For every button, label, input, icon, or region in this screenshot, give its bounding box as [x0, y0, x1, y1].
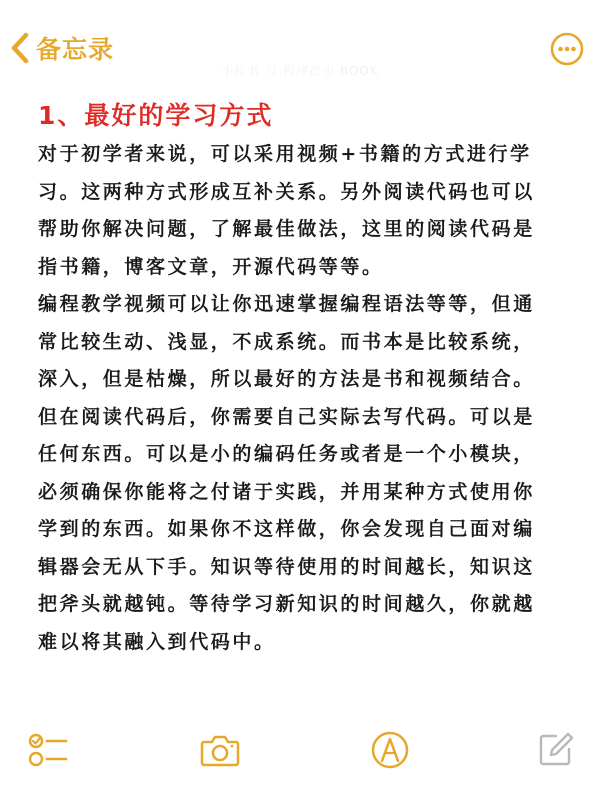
note-line-7: 深入，但是枯燥，所以最好的方法是书和视频结合。	[38, 368, 535, 390]
note-line-8: 但在阅读代码后，你需要自己实际去写代码。可以是	[38, 405, 535, 428]
note-line-10: 必须确保你能将之付诸于实践，并用某种方式使用你	[38, 480, 535, 503]
checklist-button[interactable]	[26, 728, 70, 772]
note-line-4: 指书籍，博客文章，开源代码等等。	[38, 255, 384, 278]
note-line-11: 学到的东西。如果你不这样做，你会发现自己面对编	[38, 518, 535, 540]
note-line-14: 难以将其融入到代码中。	[38, 630, 276, 653]
note-heading: 1、最好的学习方式	[38, 101, 274, 130]
note-body[interactable]	[38, 96, 568, 661]
note-line-9: 任何东西。可以是小的编码任务或者是一个小模块，	[38, 443, 535, 465]
note-line-2: 习。这两种方式形成互补关系。另外阅读代码也可以	[38, 180, 535, 203]
note-line-1: 对于初学者来说，可以采用视频+书籍的方式进行学	[38, 143, 532, 165]
watermark-text: 小红书 号:程序员小 BOOK	[221, 64, 379, 78]
compose-icon	[534, 728, 578, 772]
markup-button[interactable]	[368, 728, 412, 772]
more-button[interactable]	[550, 32, 584, 66]
compose-button[interactable]	[534, 728, 578, 772]
chevron-left-icon	[10, 32, 30, 64]
more-options-icon	[550, 32, 584, 66]
markup-pen-icon	[368, 728, 412, 772]
bottom-toolbar	[0, 722, 600, 776]
camera-icon	[198, 728, 242, 772]
navigation-bar	[0, 0, 600, 96]
camera-button[interactable]	[198, 728, 242, 772]
back-label: 备忘录	[36, 35, 115, 64]
checklist-icon	[26, 728, 70, 772]
note-line-5: 编程教学视频可以让你迅速掌握编程语法等等，但通	[38, 293, 535, 315]
note-line-3: 帮助你解决问题，了解最佳做法，这里的阅读代码是	[38, 218, 535, 240]
note-line-13: 把斧头就越钝。等待学习新知识的时间越久，你就越	[38, 593, 535, 615]
note-line-6: 常比较生动、浅显，不成系统。而书本是比较系统，	[38, 330, 535, 353]
note-line-12: 辑器会无从下手。知识等待使用的时间越长，知识这	[38, 555, 535, 578]
